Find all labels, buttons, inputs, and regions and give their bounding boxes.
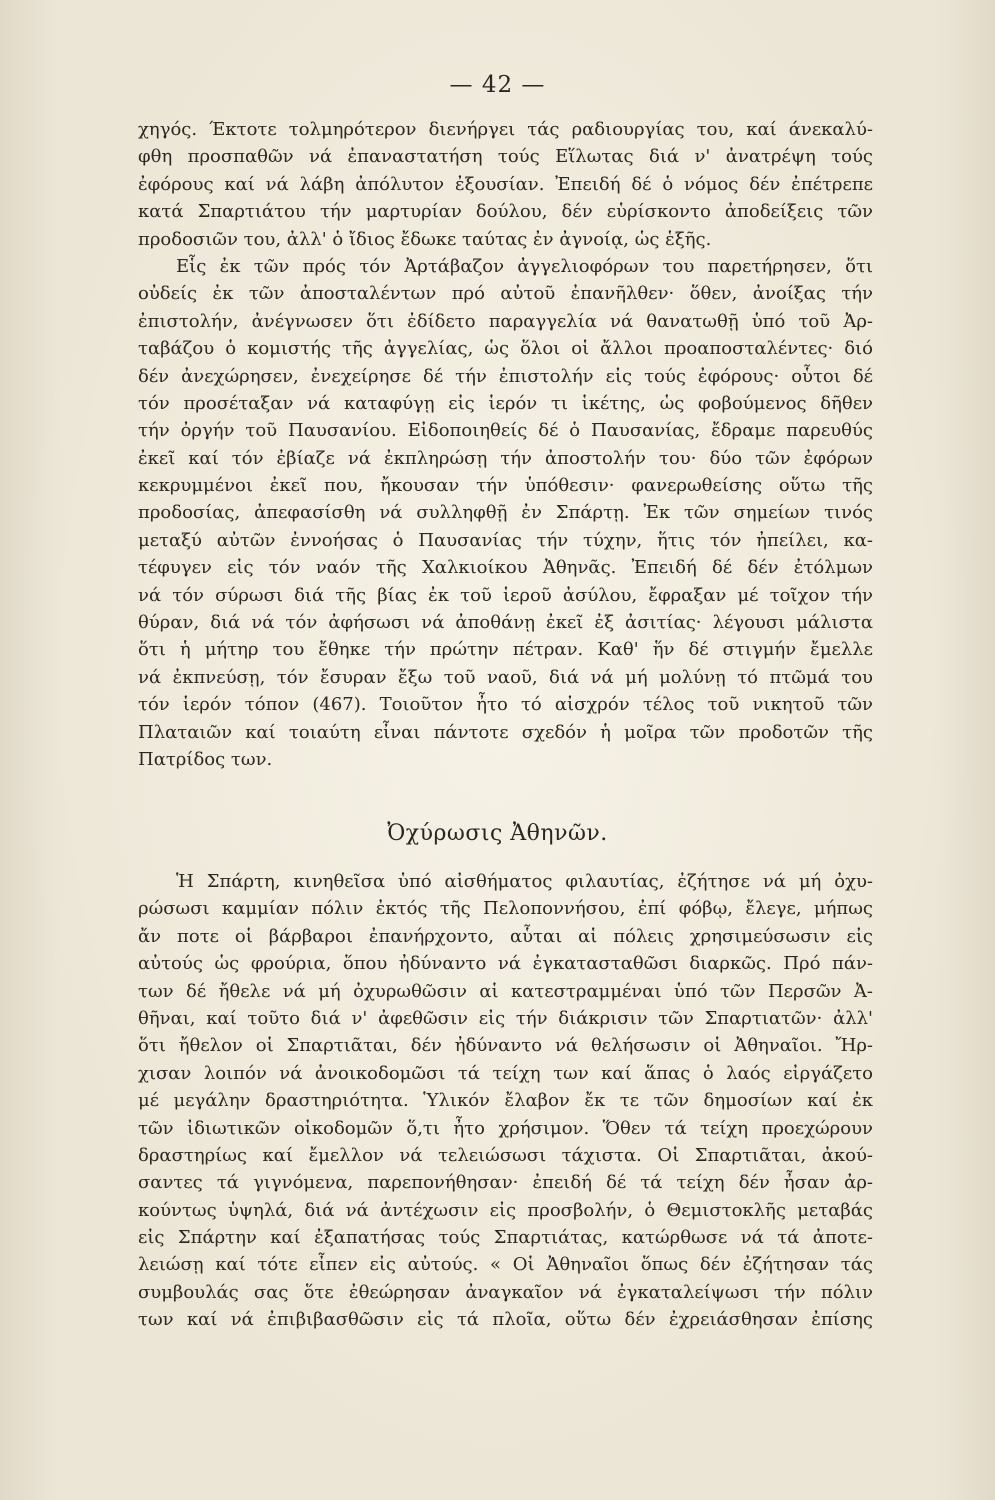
text-line: προδοσιῶν του, ἀλλ' ὁ ἴδιος ἔδωκε ταύτας ἐν ἀγνοίᾳ, ὡς ἑξῆς. bbox=[138, 228, 712, 250]
text-line: νά τόν σύρωσι διά τῆς βίας ἐκ τοῦ ἱεροῦ ἀσύλου, ἔφραξαν μέ τοῖχον τήν bbox=[138, 584, 873, 606]
text-line: λειώσῃ καί τότε εἶπεν εἰς αὐτούς. « Οἱ Ἀθηναῖοι ὅπως δέν ἐζήτησαν τάς bbox=[138, 1254, 873, 1276]
text-line: θῆναι, καί τοῦτο διά ν' ἀφεθῶσιν εἰς τήν διάκρισιν τῶν Σπαρτιατῶν· ἀλλ' bbox=[138, 1007, 873, 1029]
paragraph-pausanias bbox=[138, 116, 873, 773]
page-number: — 42 — bbox=[449, 72, 546, 98]
text-line: τῶν ἰδιωτικῶν οἰκοδομῶν ὅ,τι ἦτο χρήσιμον. Ὅθεν τά τείχη προεχώρουν bbox=[138, 1117, 873, 1139]
text-line: ὅτι ἡ μήτηρ του ἔθηκε τήν πρώτην πέτραν. Καθ' ἥν δέ στιγμήν ἔμελλε bbox=[138, 639, 873, 661]
text-line: Εἷς ἐκ τῶν πρός τόν Ἀρτάβαζον ἀγγελιοφόρων του παρετήρησεν, ὅτι bbox=[176, 255, 873, 277]
text-line: δέν ἀνεχώρησεν, ἐνεχείρησε δέ τήν ἐπιστολήν εἰς τούς ἐφόρους· οὗτοι δέ bbox=[138, 365, 873, 387]
text-line: νά ἐκπνεύσῃ, τόν ἔσυραν ἔξω τοῦ ναοῦ, διά νά μή μολύνῃ τό πτῶμά του bbox=[138, 666, 873, 688]
text-line: κεκρυμμένοι ἐκεῖ που, ἤκουσαν τήν ὑπόθεσιν· φανερωθείσης οὕτω τῆς bbox=[138, 475, 873, 497]
paragraph-fortification bbox=[138, 868, 873, 1334]
text-line: Ἡ Σπάρτη, κινηθεῖσα ὑπό αἰσθήματος φιλαυτίας, ἐζήτησε νά μή ὀχυ- bbox=[176, 871, 873, 892]
text-line: ἐφόρους καί νά λάβη ἀπόλυτον ἐξουσίαν. Ἐπειδή δέ ὁ νόμος δέν ἐπέτρεπε bbox=[138, 173, 873, 195]
text-line: ἐκεῖ καί τόν ἐβίαζε νά ἐκπληρώσῃ τήν ἀποστολήν του· δύο τῶν ἐφόρων bbox=[138, 447, 873, 469]
text-line: Πατρίδος των. bbox=[138, 748, 273, 770]
text-line: ρώσωσι καμμίαν πόλιν ἐκτός τῆς Πελοποννήσου, ἐπί φόβῳ, ἔλεγε, μήπως bbox=[138, 898, 873, 920]
text-line: χισαν λοιπόν νά ἀνοικοδομῶσι τά τείχη των καί ἅπας ὁ λαός εἰργάζετο bbox=[138, 1062, 873, 1084]
text-line: ἄν ποτε οἱ βάρβαροι ἐπανήρχοντο, αὗται αἱ πόλεις χρησιμεύσωσιν εἰς bbox=[138, 925, 873, 947]
text-line: τέφυγεν εἰς τόν ναόν τῆς Χαλκιοίκου Ἀθηνᾶς. Ἐπειδή δέ δέν ἐτόλμων bbox=[138, 557, 873, 579]
text-line: ταβάζου ὁ κομιστής τῆς ἀγγελίας, ὡς ὅλοι οἱ ἄλλοι προαποσταλέντες· διό bbox=[138, 338, 873, 360]
text-line: θύραν, διά νά τόν ἀφήσωσι νά ἀποθάνῃ ἐκεῖ ἐξ ἀσιτίας· λέγουσι μάλιστα bbox=[138, 612, 873, 634]
section-heading: Ὀχύρωσις Ἀθηνῶν. bbox=[387, 821, 608, 846]
text-line: μεταξύ αὐτῶν ἐννοήσας ὁ Παυσανίας τήν τύχην, ἥτις τόν ἠπείλει, κα- bbox=[138, 529, 873, 551]
text-line: των καί νά ἐπιβιβασθῶσιν εἰς τά πλοῖα, οὕτω δέν ἐχρειάσθησαν ἐπίσης bbox=[138, 1309, 873, 1331]
text-line: συμβουλάς σας ὅτε ἐθεώρησαν ἀναγκαῖον νά ἐγκαταλείψωσι τήν πόλιν bbox=[138, 1281, 873, 1303]
text-line: κατά Σπαρτιάτου τήν μαρτυρίαν δούλου, δέν εὑρίσκοντο ἀποδείξεις τῶν bbox=[138, 201, 873, 223]
text-line: χηγός. Έκτοτε τολμηρότερον διενήργει τάς ραδιουργίας του, καί άνεκαλύ- bbox=[138, 119, 873, 140]
text-line: προδοσίας, ἀπεφασίσθη νά συλληφθῇ ἐν Σπάρτῃ. Ἐκ τῶν σημείων τινός bbox=[138, 502, 873, 524]
text-line: ὅτι ἤθελον οἱ Σπαρτιᾶται, δέν ἠδύναντο νά θελήσωσιν οἱ Ἀθηναῖοι. Ἤρ- bbox=[138, 1035, 873, 1057]
text-line: σαντες τά γιγνόμενα, παρεπονήθησαν· ἐπειδή δέ τά τείχη δέν ἦσαν ἀρ- bbox=[138, 1172, 873, 1194]
text-line: δραστηρίως καί ἔμελλον νά τελειώσωσι τάχιστα. Οἱ Σπαρτιᾶται, ἀκού- bbox=[138, 1144, 873, 1166]
text-line: φθη προσπαθῶν νά ἐπαναστατήση τούς Εἵλωτας διά ν' ἀνατρέψη τούς bbox=[138, 146, 873, 168]
text-line: εἰς Σπάρτην καί ἐξαπατήσας τούς Σπαρτιάτας, κατώρθωσε νά τά ἀποτε- bbox=[138, 1227, 873, 1249]
text-line: Πλαταιῶν καί τοιαύτη εἶναι πάντοτε σχεδόν ἡ μοῖρα τῶν προδοτῶν τῆς bbox=[138, 721, 873, 743]
text-line: τόν ἱερόν τόπον (467). Τοιοῦτον ἦτο τό αἰσχρόν τέλος τοῦ νικητοῦ τῶν bbox=[138, 694, 873, 716]
text-line: κούντως ὑψηλά, διά νά ἀντέχωσιν εἰς προσβολήν, ὁ Θεμιστοκλῆς μεταβάς bbox=[138, 1199, 873, 1221]
text-line: αὐτούς ὡς φρούρια, ὅπου ἠδύναντο νά ἐγκατασταθῶσι διαρκῶς. Πρό πάν- bbox=[138, 953, 873, 975]
text-line: ἐπιστολήν, ἀνέγνωσεν ὅτι ἐδίδετο παραγγελία νά θανατωθῇ ὑπό τοῦ Ἀρ- bbox=[138, 310, 873, 332]
text-line: των δέ ἤθελε νά μή ὀχυρωθῶσιν αἱ κατεστραμμέναι ὑπό τῶν Περσῶν Ἀ- bbox=[138, 980, 873, 1002]
text-line: μέ μεγάλην δραστηριότητα. Ὑλικόν ἔλαβον ἔκ τε τῶν δημοσίων καί ἐκ bbox=[138, 1090, 873, 1112]
text-line: τόν προσέταξαν νά καταφύγῃ εἰς ἱερόν τι ἱκέτης, ὡς φοβούμενος δῆθεν bbox=[138, 392, 873, 414]
text-line: οὐδείς ἐκ τῶν ἀποσταλέντων πρό αὐτοῦ ἐπανῆλθεν· ὅθεν, ἀνοίξας τήν bbox=[138, 283, 873, 305]
text-line: τήν ὀργήν τοῦ Παυσανίου. Εἰδοποιηθείς δέ ὁ Παυσανίας, ἔδραμε παρευθύς bbox=[138, 420, 873, 442]
